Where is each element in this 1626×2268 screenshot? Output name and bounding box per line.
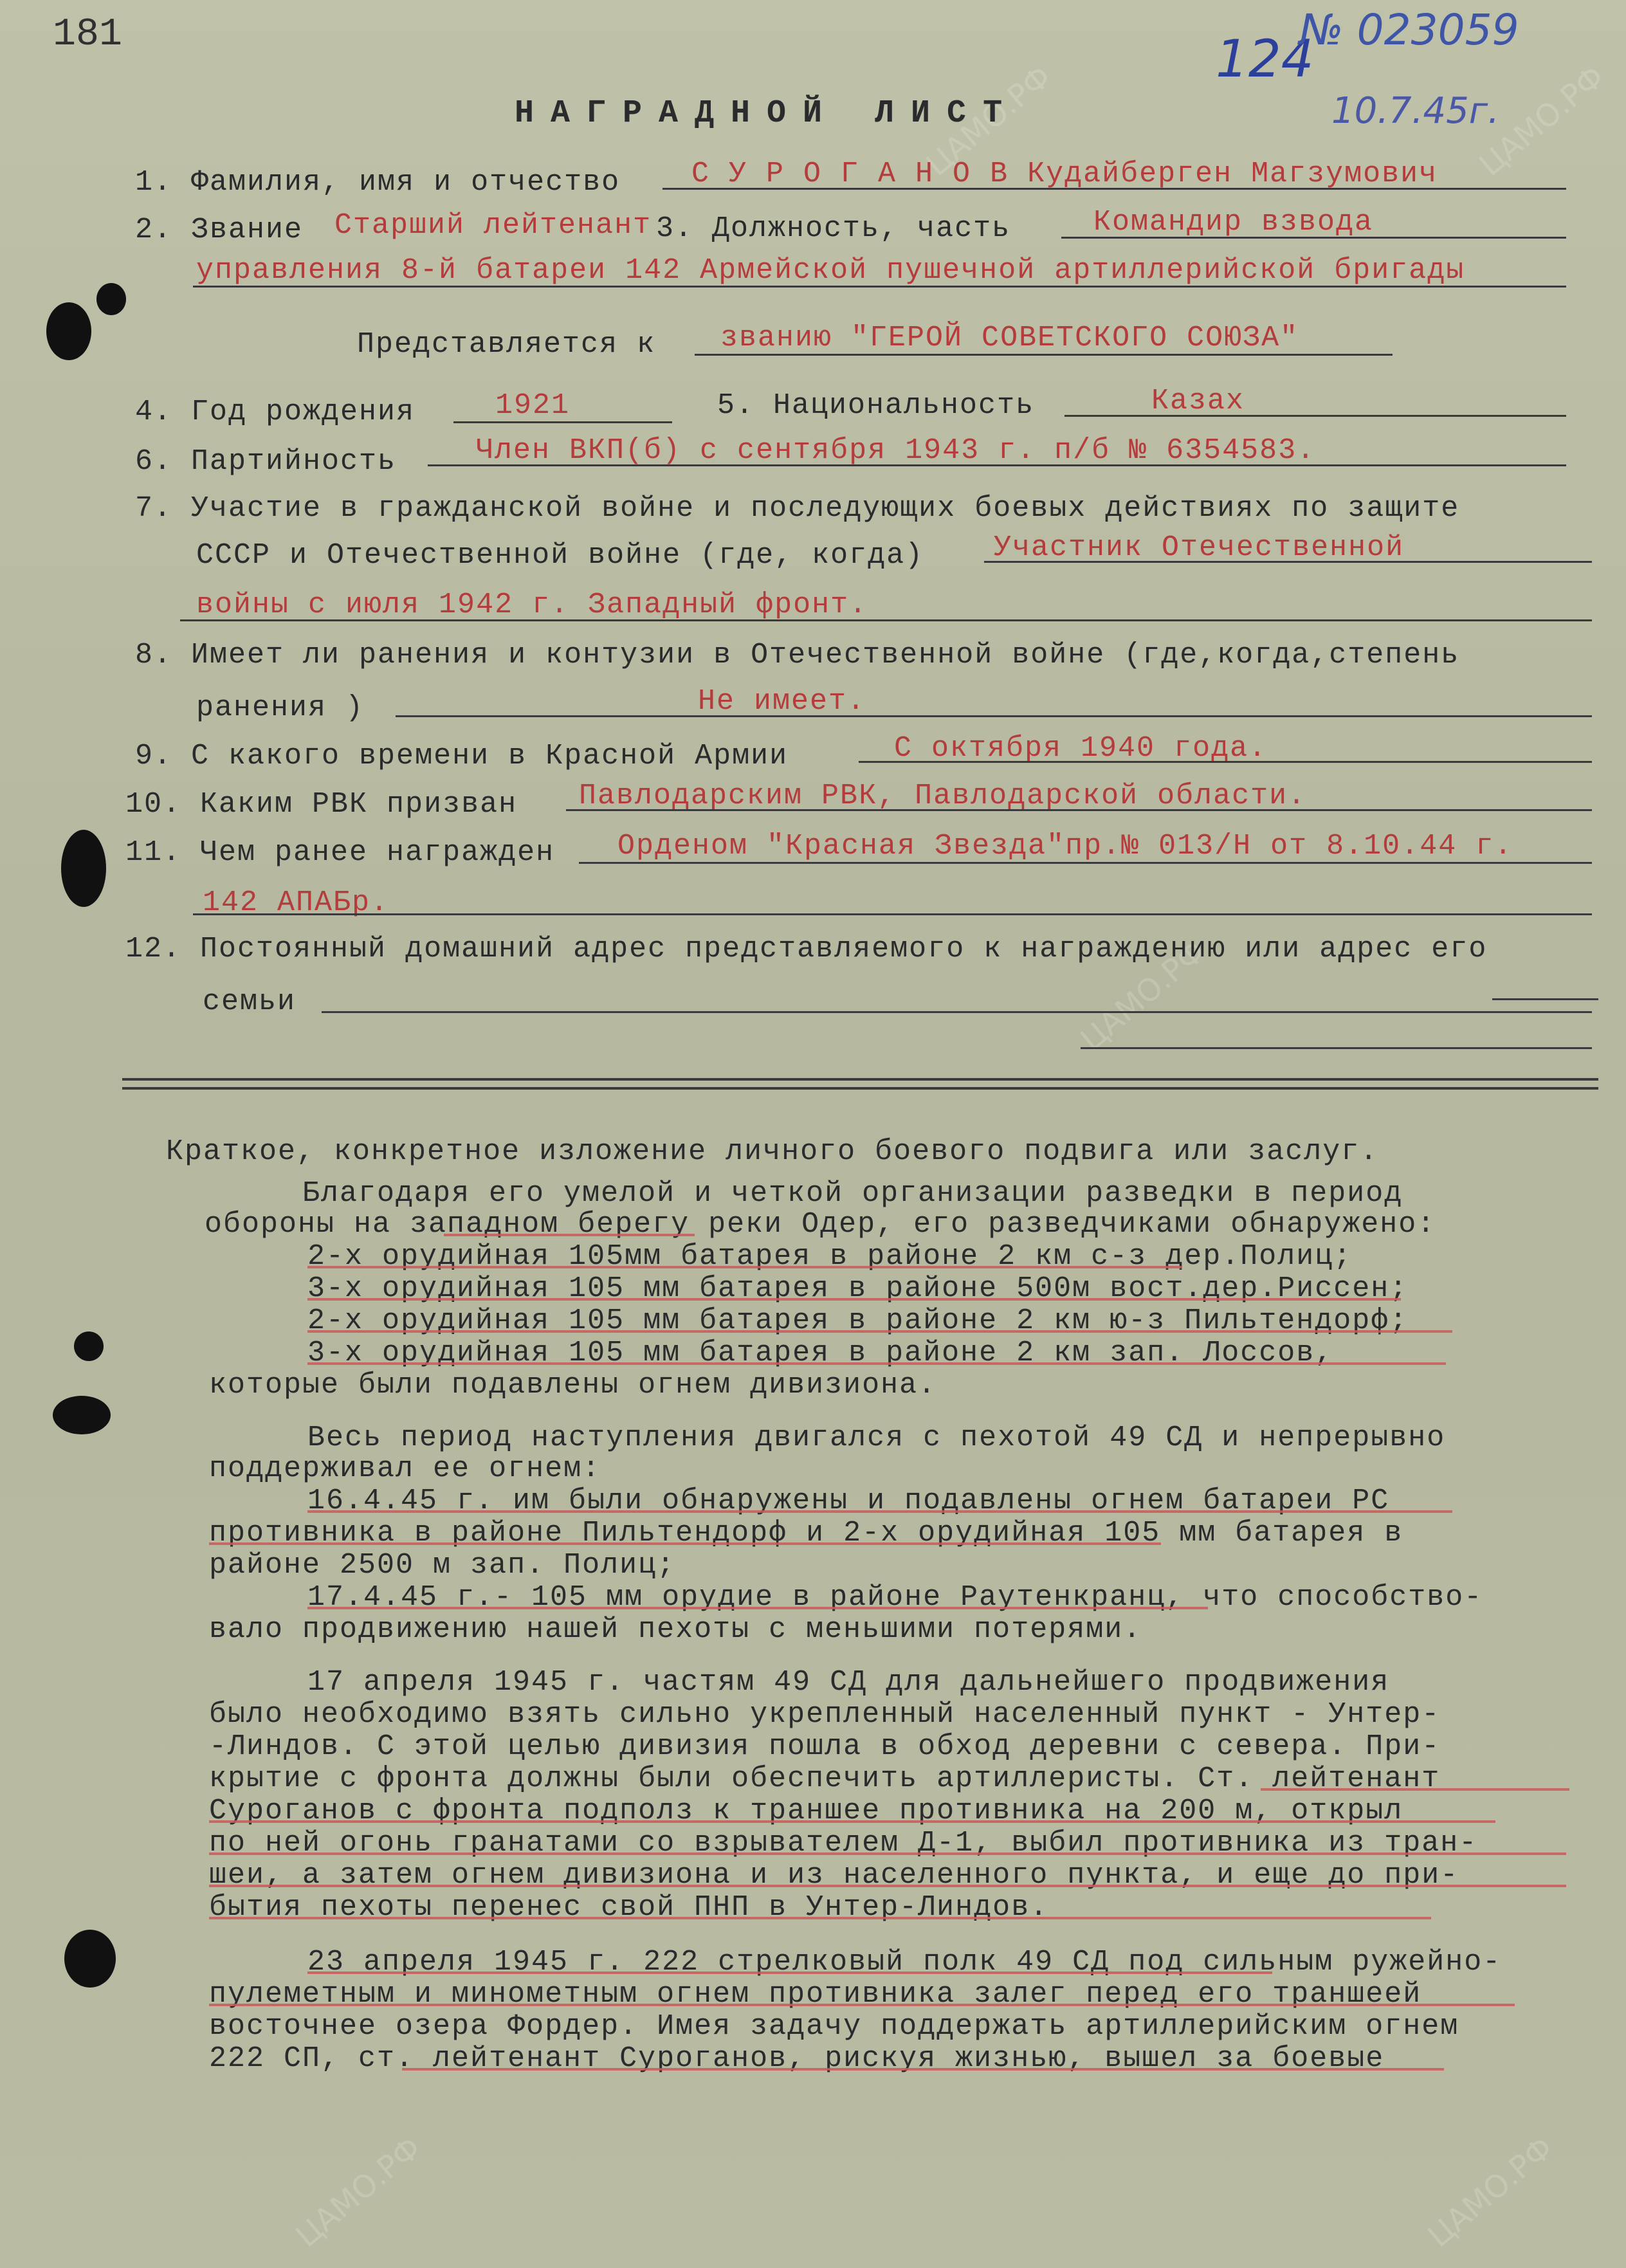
field-11-value-line1: Орденом "Красная Звезда"пр.№ 013/Н от 8.10.44 г. (617, 830, 1513, 863)
ink-blot (96, 283, 126, 315)
field-1-value: С У Р О Г А Н О В Кудайберген Магзумович (691, 158, 1438, 190)
narrative-line: Благодаря его умелой и четкой организации разведки в период (302, 1177, 1403, 1210)
page-title: НАГРАДНОЙ ЛИСТ (515, 95, 1019, 132)
field-3-label: 3. Должность, часть (656, 212, 1011, 245)
field-11-label: 11. Чем ранее награжден (125, 836, 555, 869)
narrative-line: 3-х орудийная 105 мм батарея в районе 2 км зап. Лоссов, (307, 1337, 1334, 1369)
nominated-label: Представляется к (357, 328, 656, 361)
handwritten-number: 124 (1216, 29, 1314, 89)
watermark: ЦАМО.РФ (1421, 2130, 1560, 2254)
narrative-line: было необходимо взять сильно укрепленный населенный пункт - Унтер- (209, 1698, 1441, 1731)
field-5-value: Казах (1151, 385, 1245, 417)
watermark: ЦАМО.РФ (1073, 933, 1213, 1058)
field-4-value: 1921 (495, 389, 571, 422)
field-11-value-line2: 142 АПАБр. (203, 886, 390, 919)
field-2-value: Старший лейтенант (334, 209, 652, 242)
field-10-label: 10. Каким РВК призван (125, 788, 518, 821)
narrative-line: которые были подавлены огнем дивизиона. (209, 1369, 937, 1402)
narrative-heading: Краткое, конкретное изложение личного боевого подвига или заслуг. (166, 1135, 1379, 1168)
field-7-value-line1: Участник Отечественной (994, 531, 1405, 564)
field-5-label: 5. Национальность (717, 389, 1035, 422)
narrative-line: -Линдов. С этой целью дивизия пошла в обход деревни с севера. При- (209, 1730, 1441, 1763)
field-6-label: 6. Партийность (135, 445, 397, 478)
narrative-line: пулеметным и минометным огнем противника залег перед его траншеей (209, 1978, 1422, 2011)
narrative-line: Суроганов с фронта подполз к траншее противника на 200 м, открыл (209, 1795, 1403, 1827)
narrative-line: 16.4.45 г. им были обнаружены и подавлены огнем батареи РС (307, 1485, 1390, 1517)
narrative-line: 3-х орудийная 105 мм батарея в районе 500м вост.дер.Риссен; (307, 1272, 1409, 1305)
field-12-label-line2: семьи (203, 985, 297, 1018)
ink-blot (46, 302, 91, 360)
narrative-line: крытие с фронта должны были обеспечить артиллеристы. Ст. лейтенант (209, 1762, 1441, 1795)
field-9-label: 9. С какого времени в Красной Армии (135, 740, 789, 773)
field-1-label: 1. Фамилия, имя и отчество (135, 166, 621, 199)
narrative-line: 222 СП, ст. лейтенант Суроганов, рискуя жизнью, вышел за боевые (209, 2042, 1385, 2075)
field-8-value: Не имеет. (698, 685, 866, 718)
narrative-line: бытия пехоты перенес свой ПНП в Унтер-Линдов. (209, 1891, 1049, 1924)
field-12-label-line1: 12. Постоянный домашний адрес представляемого к награждению или адрес его (125, 933, 1488, 965)
watermark: ЦАМО.РФ (1472, 59, 1612, 183)
narrative-line: 17.4.45 г.- 105 мм орудие в районе Раутенкранц, что способство- (307, 1581, 1483, 1614)
field-3-value-line1: Командир взвода (1093, 206, 1374, 239)
narrative-line: вало продвижению нашей пехоты с меньшими потерями. (209, 1613, 1142, 1646)
field-8-label-line2: ранения ) (196, 691, 365, 724)
field-7-label-line2: СССР и Отечественной войне (где, когда) (196, 539, 924, 572)
watermark: ЦАМО.РФ (289, 2130, 428, 2254)
field-4-label: 4. Год рождения (135, 396, 416, 428)
ink-blot (74, 1331, 104, 1361)
handwritten-date: 10.7.45г. (1331, 90, 1499, 132)
nominated-value: званию "ГЕРОЙ СОВЕТСКОГО СОЮЗА" (720, 322, 1299, 354)
narrative-line: 2-х орудийная 105мм батарея в районе 2 км с-з дер.Полиц; (307, 1240, 1353, 1273)
narrative-line: шеи, а затем огнем дивизиона и из населенного пункта, и еще до при- (209, 1859, 1459, 1892)
narrative-line: восточнее озера Фордер. Имея задачу поддержать артиллерийским огнем (209, 2010, 1459, 2043)
page-number: 181 (53, 13, 123, 57)
field-7-value-line2: войны с июля 1942 г. Западный фронт. (196, 589, 868, 621)
field-10-value: Павлодарским РВК, Павлодарской области. (579, 780, 1307, 812)
field-8-label-line1: 8. Имеет ли ранения и контузии в Отечественной войне (где,когда,степень (135, 639, 1460, 672)
narrative-line: обороны на западном берегу реки Одер, его разведчиками обнаружено: (205, 1208, 1436, 1241)
narrative-line: по ней огонь гранатами со взрывателем Д-1, выбил противника из тран- (209, 1827, 1478, 1860)
narrative-line: 17 апреля 1945 г. частям 49 СД для дальнейшего продвижения (307, 1666, 1390, 1699)
field-2-label: 2. Звание (135, 214, 304, 246)
ink-blot (61, 830, 106, 907)
field-7-label-line1: 7. Участие в гражданской войне и последующих боевых действиях по защите (135, 492, 1460, 525)
narrative-line: 2-х орудийная 105 мм батарея в районе 2 км ю-з Пильтендорф; (307, 1304, 1409, 1337)
ink-blot (53, 1396, 111, 1434)
field-6-value: Член ВКП(б) с сентября 1943 г. п/б № 6354583. (476, 434, 1316, 467)
field-9-value: С октября 1940 года. (894, 732, 1268, 765)
narrative-line: противника в районе Пильтендорф и 2-х орудийная 105 мм батарея в (209, 1517, 1403, 1550)
watermark: ЦАМО.РФ (919, 59, 1059, 183)
ink-blot (64, 1930, 116, 1988)
field-3-value-line2: управления 8-й батареи 142 Армейской пушечной артиллерийской бригады (196, 254, 1465, 287)
narrative-line: Весь период наступления двигался с пехотой 49 СД и непрерывно (307, 1422, 1446, 1454)
archive-id: № 023059 (1299, 5, 1519, 55)
narrative-line: поддерживал ее огнем: (209, 1452, 601, 1485)
narrative-line: 23 апреля 1945 г. 222 стрелковый полк 49 СД под сильным ружейно- (307, 1946, 1502, 1979)
narrative-line: районе 2500 м зап. Полиц; (209, 1549, 676, 1582)
